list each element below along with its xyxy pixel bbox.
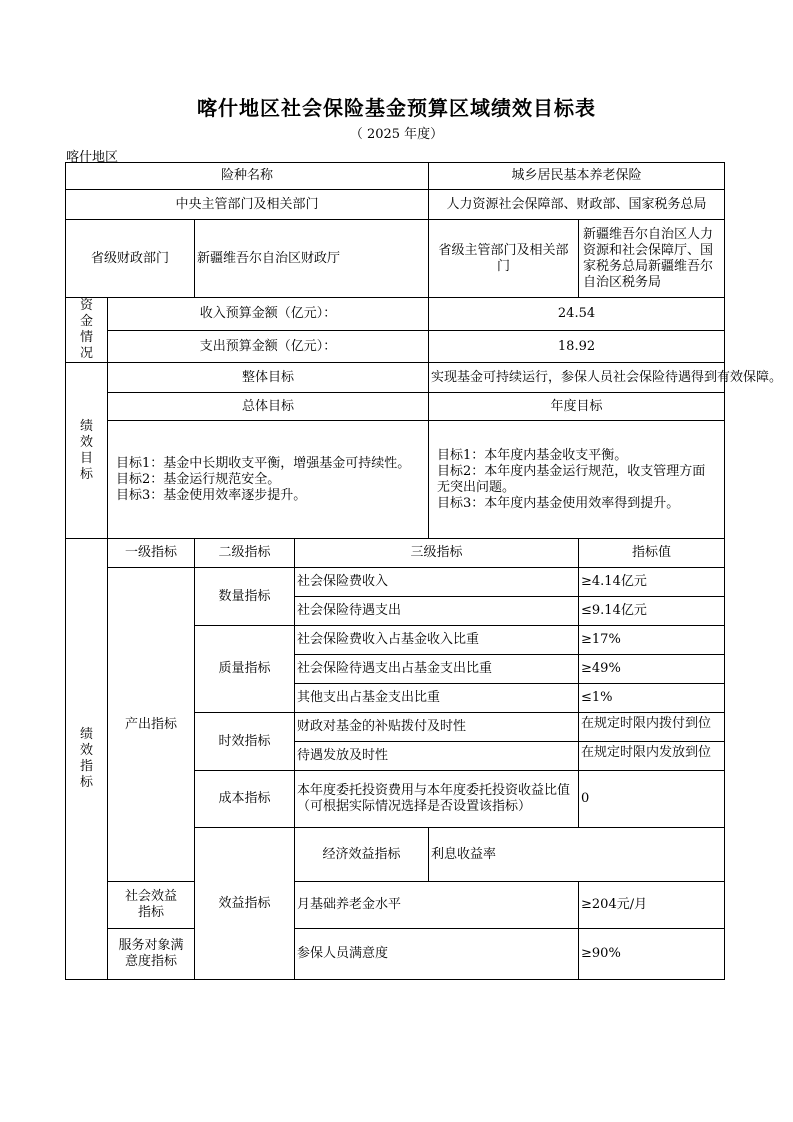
social-benefit-label: 社会效益指标 bbox=[108, 882, 195, 929]
prov-dept-value: 新疆维吾尔自治区人力资源和社会保障厅、国家税务总局新疆维吾尔自治区税务局 bbox=[579, 220, 725, 298]
income-row bbox=[66, 298, 725, 331]
indicator-header-row bbox=[66, 539, 725, 568]
satisfaction-label: 服务对象满意度指标 bbox=[108, 929, 195, 980]
quality-indicator-label: 质量指标 bbox=[195, 626, 295, 713]
indicator-value: ≥49% bbox=[579, 655, 725, 684]
table-row bbox=[66, 929, 725, 980]
indicator-value: 0 bbox=[579, 771, 725, 828]
annual-goal-2: 目标2：本年度内基金运行规范，收支管理方面无突出问题。 bbox=[437, 463, 706, 495]
indicator-name: 利息收益率 bbox=[429, 828, 725, 882]
indicator-name: 社会保险费收入占基金收入比重 bbox=[295, 626, 579, 655]
level3-header: 三级指标 bbox=[295, 539, 579, 568]
indicator-name: 参保人员满意度 bbox=[295, 929, 579, 980]
general-goal-content bbox=[108, 421, 429, 539]
table-row bbox=[66, 882, 725, 929]
insurance-value: 城乡居民基本养老保险 bbox=[429, 163, 725, 190]
insurance-label: 险种名称 bbox=[66, 163, 429, 190]
benefit-indicator-label: 效益指标 bbox=[195, 828, 295, 980]
annual-goal-3: 目标3：本年度内基金使用效率得到提升。 bbox=[437, 495, 680, 511]
level2-header: 二级指标 bbox=[195, 539, 295, 568]
central-dept-row bbox=[66, 190, 725, 220]
general-goal-3: 目标3：基金使用效率逐步提升。 bbox=[116, 487, 307, 503]
income-value: 24.54 bbox=[429, 298, 725, 331]
prov-fin-value: 新疆维吾尔自治区财政厅 bbox=[195, 220, 429, 298]
prov-dept-label: 省级主管部门及相关部门 bbox=[429, 220, 579, 298]
performance-table bbox=[65, 162, 783, 980]
general-goal-2: 目标2：基金运行规范安全。 bbox=[116, 471, 281, 487]
quantity-indicator-label: 数量指标 bbox=[195, 568, 295, 626]
indicator-name: 社会保险待遇支出占基金支出比重 bbox=[295, 655, 579, 684]
indicator-name: 月基础养老金水平 bbox=[295, 882, 579, 929]
indicator-value: ≥17% bbox=[579, 626, 725, 655]
indicator-name: 待遇发放及时性 bbox=[295, 742, 579, 771]
indicator-value bbox=[579, 713, 725, 742]
table-row bbox=[66, 568, 725, 597]
indicators-label: 绩效指标 bbox=[66, 539, 108, 980]
indicator-value: ≤1% bbox=[579, 684, 725, 713]
indicator-name: 社会保险待遇支出 bbox=[295, 597, 579, 626]
expense-value: 18.92 bbox=[429, 331, 725, 363]
indicator-value bbox=[579, 742, 725, 771]
overall-goal-row bbox=[66, 363, 725, 393]
annual-goal-content bbox=[429, 421, 725, 539]
overall-goal-label: 整体目标 bbox=[108, 363, 429, 393]
output-indicator-label: 产出指标 bbox=[108, 568, 195, 882]
indicator-value: ≥4.14亿元 bbox=[579, 568, 725, 597]
general-goal-1: 目标1：基金中长期收支平衡，增强基金可持续性。 bbox=[116, 455, 411, 471]
level1-header: 一级指标 bbox=[108, 539, 195, 568]
goal-content-row bbox=[66, 421, 725, 539]
general-goal-header: 总体目标 bbox=[108, 393, 429, 421]
region-label: 喀什地区 bbox=[66, 150, 119, 165]
expense-label: 支出预算金额（亿元）： bbox=[108, 331, 429, 363]
prov-fin-label: 省级财政部门 bbox=[66, 220, 195, 298]
annual-goal-header: 年度目标 bbox=[429, 393, 725, 421]
indicator-name: 财政对基金的补贴拨付及时性 bbox=[295, 713, 579, 742]
indicator-value: ≥204元/月 bbox=[579, 882, 725, 929]
indicator-name: 其他支出占基金支出比重 bbox=[295, 684, 579, 713]
economic-benefit-label: 经济效益指标 bbox=[295, 828, 429, 882]
expense-row bbox=[66, 331, 725, 363]
goals-label: 绩效目标 bbox=[66, 363, 108, 539]
central-dept-label: 中央主管部门及相关部门 bbox=[66, 190, 429, 220]
funds-label: 资金情况 bbox=[66, 298, 108, 363]
indicator-value-text: 在规定时限内发放到位 bbox=[581, 745, 712, 760]
year-subtitle: （ 2025 年度） bbox=[349, 127, 444, 142]
goal-headers-row bbox=[66, 393, 725, 421]
provincial-row bbox=[66, 220, 725, 298]
overall-goal-value: 实现基金可持续运行，参保人员社会保险待遇得到有效保障。 bbox=[429, 363, 725, 393]
indicator-value: ≤9.14亿元 bbox=[579, 597, 725, 626]
insurance-row bbox=[66, 163, 725, 190]
central-dept-value: 人力资源社会保障部、财政部、国家税务总局 bbox=[429, 190, 725, 220]
indicator-value-text: 在规定时限内拨付到位 bbox=[581, 716, 712, 731]
indicator-name: 社会保险费收入 bbox=[295, 568, 579, 597]
page-title: 喀什地区社会保险基金预算区域绩效目标表 bbox=[197, 96, 596, 120]
indicator-name: 本年度委托投资费用与本年度委托投资收益比值（可根据实际情况选择是否设置该指标） bbox=[295, 771, 579, 828]
income-label: 收入预算金额（亿元）： bbox=[108, 298, 429, 331]
value-header: 指标值 bbox=[579, 539, 725, 568]
cost-indicator-label: 成本指标 bbox=[195, 771, 295, 828]
annual-goal-1: 目标1：本年度内基金收支平衡。 bbox=[437, 447, 628, 463]
timeliness-indicator-label: 时效指标 bbox=[195, 713, 295, 771]
indicator-value: ≥90% bbox=[579, 929, 725, 980]
